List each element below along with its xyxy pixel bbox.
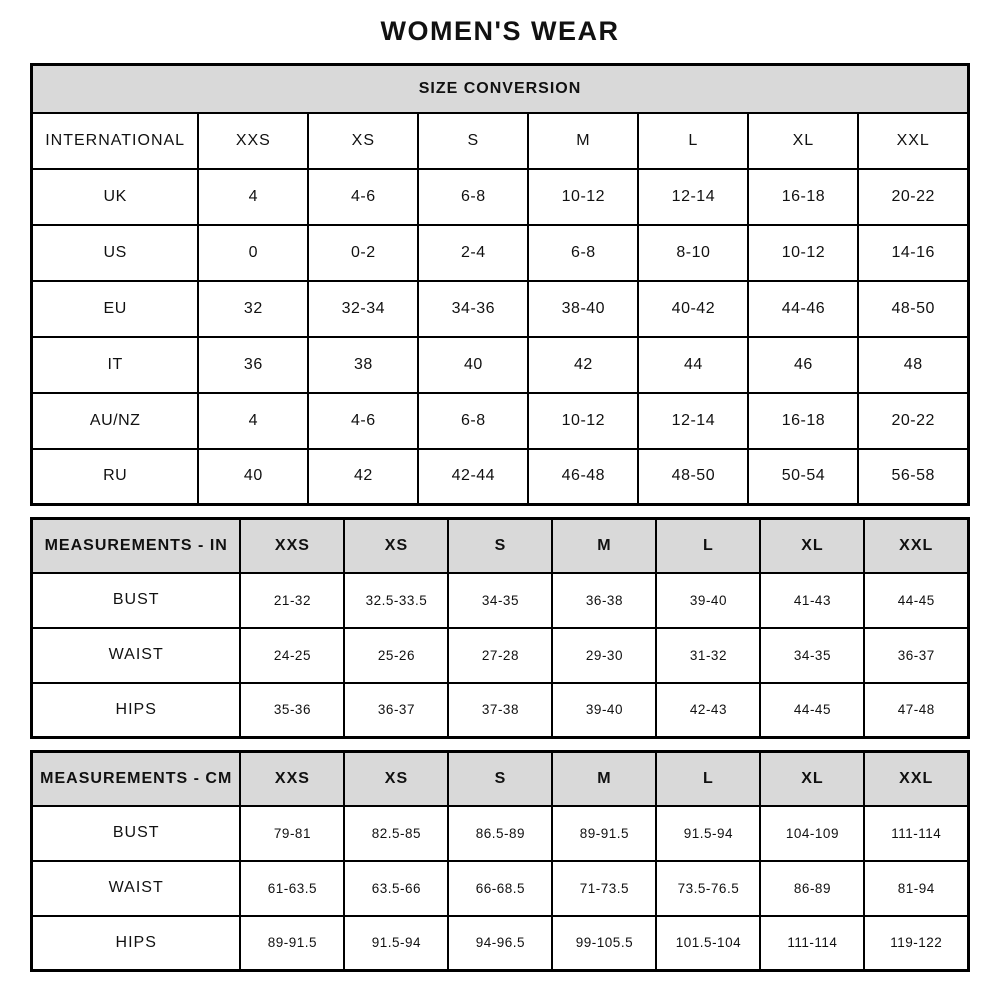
value-cell: 73.5-76.5 (656, 861, 760, 916)
value-cell: 89-91.5 (552, 806, 656, 861)
column-header: XS (344, 519, 448, 573)
value-cell: 32.5-33.5 (344, 573, 448, 628)
column-header: XL (748, 113, 858, 169)
value-cell: 34-35 (760, 628, 864, 683)
value-cell: 6-8 (528, 225, 638, 281)
value-cell: 61-63.5 (240, 861, 344, 916)
measurements-cm-table (30, 750, 970, 972)
value-cell: 119-122 (864, 916, 968, 971)
row-label: AU/NZ (32, 393, 199, 449)
column-header: XXL (858, 113, 968, 169)
value-cell: 20-22 (858, 393, 968, 449)
column-header: L (656, 752, 760, 806)
column-header: XXS (198, 113, 308, 169)
value-cell: 44-45 (760, 683, 864, 738)
value-cell: 27-28 (448, 628, 552, 683)
value-cell: 47-48 (864, 683, 968, 738)
value-cell: 6-8 (418, 169, 528, 225)
value-cell: 8-10 (638, 225, 748, 281)
row-label: EU (32, 281, 199, 337)
column-header: M (552, 752, 656, 806)
column-header: XS (308, 113, 418, 169)
value-cell: 40-42 (638, 281, 748, 337)
column-header: M (528, 113, 638, 169)
column-header: MEASUREMENTS - CM (32, 752, 241, 806)
value-cell: 82.5-85 (344, 806, 448, 861)
value-cell: 101.5-104 (656, 916, 760, 971)
value-cell: 24-25 (240, 628, 344, 683)
value-cell: 42 (308, 449, 418, 505)
column-header: INTERNATIONAL (32, 113, 199, 169)
value-cell: 36-37 (864, 628, 968, 683)
value-cell: 25-26 (344, 628, 448, 683)
row-label: WAIST (32, 861, 241, 916)
table-row (32, 225, 969, 281)
value-cell: 10-12 (528, 169, 638, 225)
value-cell: 94-96.5 (448, 916, 552, 971)
value-cell: 12-14 (638, 393, 748, 449)
value-cell: 48-50 (858, 281, 968, 337)
table-row (32, 281, 969, 337)
value-cell: 36-38 (552, 573, 656, 628)
value-cell: 66-68.5 (448, 861, 552, 916)
value-cell: 50-54 (748, 449, 858, 505)
value-cell: 79-81 (240, 806, 344, 861)
value-cell: 42 (528, 337, 638, 393)
value-cell: 35-36 (240, 683, 344, 738)
value-cell: 31-32 (656, 628, 760, 683)
value-cell: 63.5-66 (344, 861, 448, 916)
column-header: S (448, 519, 552, 573)
column-header: XXS (240, 519, 344, 573)
value-cell: 42-43 (656, 683, 760, 738)
row-label: US (32, 225, 199, 281)
column-header-row (32, 113, 969, 169)
value-cell: 39-40 (656, 573, 760, 628)
value-cell: 37-38 (448, 683, 552, 738)
table-row (32, 683, 969, 738)
column-header: S (448, 752, 552, 806)
value-cell: 10-12 (528, 393, 638, 449)
table-row (32, 861, 969, 916)
table-row (32, 169, 969, 225)
value-cell: 4 (198, 393, 308, 449)
row-label: UK (32, 169, 199, 225)
row-label: WAIST (32, 628, 241, 683)
table-banner-row (32, 65, 969, 113)
table-row (32, 916, 969, 971)
value-cell: 2-4 (418, 225, 528, 281)
value-cell: 86.5-89 (448, 806, 552, 861)
value-cell: 34-35 (448, 573, 552, 628)
value-cell: 91.5-94 (656, 806, 760, 861)
value-cell: 20-22 (858, 169, 968, 225)
column-header: XXS (240, 752, 344, 806)
page-title: WOMEN'S WEAR (380, 16, 620, 46)
value-cell: 38 (308, 337, 418, 393)
size-conversion-banner: SIZE CONVERSION (32, 65, 969, 113)
column-header-row (32, 752, 969, 806)
value-cell: 44-45 (864, 573, 968, 628)
value-cell: 39-40 (552, 683, 656, 738)
value-cell: 81-94 (864, 861, 968, 916)
value-cell: 36-37 (344, 683, 448, 738)
value-cell: 4-6 (308, 169, 418, 225)
value-cell: 89-91.5 (240, 916, 344, 971)
value-cell: 29-30 (552, 628, 656, 683)
column-header: XXL (864, 752, 968, 806)
measurements-in-table (30, 517, 970, 739)
table-row (32, 449, 969, 505)
value-cell: 14-16 (858, 225, 968, 281)
value-cell: 48-50 (638, 449, 748, 505)
value-cell: 21-32 (240, 573, 344, 628)
column-header: MEASUREMENTS - IN (32, 519, 241, 573)
row-label: RU (32, 449, 199, 505)
value-cell: 40 (418, 337, 528, 393)
value-cell: 38-40 (528, 281, 638, 337)
table-row (32, 393, 969, 449)
value-cell: 0-2 (308, 225, 418, 281)
value-cell: 44-46 (748, 281, 858, 337)
value-cell: 111-114 (760, 916, 864, 971)
column-header: XS (344, 752, 448, 806)
table-row (32, 337, 969, 393)
table-row (32, 628, 969, 683)
column-header: XXL (864, 519, 968, 573)
value-cell: 4-6 (308, 393, 418, 449)
row-label: BUST (32, 573, 241, 628)
table-row (32, 806, 969, 861)
value-cell: 99-105.5 (552, 916, 656, 971)
value-cell: 12-14 (638, 169, 748, 225)
value-cell: 6-8 (418, 393, 528, 449)
value-cell: 46 (748, 337, 858, 393)
row-label: BUST (32, 806, 241, 861)
value-cell: 4 (198, 169, 308, 225)
value-cell: 32 (198, 281, 308, 337)
value-cell: 44 (638, 337, 748, 393)
value-cell: 104-109 (760, 806, 864, 861)
size-conversion-table (30, 63, 970, 506)
column-header: M (552, 519, 656, 573)
value-cell: 41-43 (760, 573, 864, 628)
value-cell: 86-89 (760, 861, 864, 916)
value-cell: 91.5-94 (344, 916, 448, 971)
value-cell: 0 (198, 225, 308, 281)
value-cell: 42-44 (418, 449, 528, 505)
value-cell: 16-18 (748, 393, 858, 449)
column-header: XL (760, 519, 864, 573)
column-header: L (656, 519, 760, 573)
table-row (32, 573, 969, 628)
value-cell: 48 (858, 337, 968, 393)
value-cell: 16-18 (748, 169, 858, 225)
column-header: L (638, 113, 748, 169)
value-cell: 34-36 (418, 281, 528, 337)
value-cell: 46-48 (528, 449, 638, 505)
row-label: HIPS (32, 683, 241, 738)
value-cell: 32-34 (308, 281, 418, 337)
value-cell: 10-12 (748, 225, 858, 281)
column-header: XL (760, 752, 864, 806)
value-cell: 111-114 (864, 806, 968, 861)
value-cell: 56-58 (858, 449, 968, 505)
row-label: HIPS (32, 916, 241, 971)
column-header: S (418, 113, 528, 169)
column-header-row (32, 519, 969, 573)
row-label: IT (32, 337, 199, 393)
value-cell: 71-73.5 (552, 861, 656, 916)
value-cell: 40 (198, 449, 308, 505)
value-cell: 36 (198, 337, 308, 393)
